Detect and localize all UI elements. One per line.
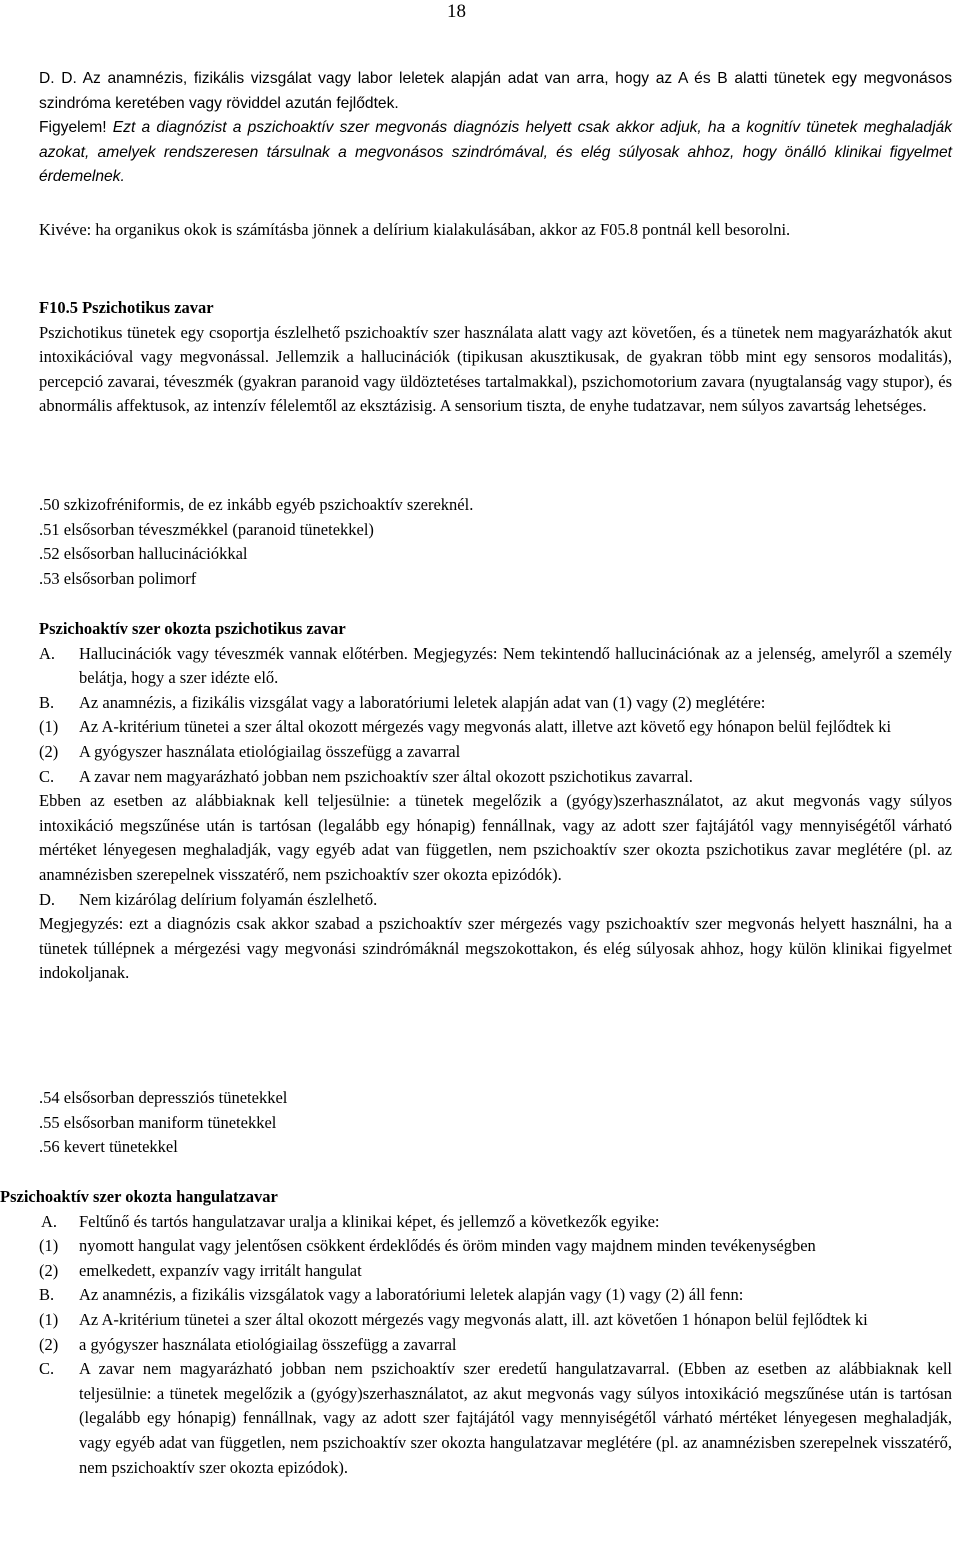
criterion-text: Hallucinációk vagy téveszmék vannak előtérben. Megjegyzés: Nem tekintendő hallucinációnak az a jelenség, amelyről a személy belátja, hogy a szer idézte elő. bbox=[79, 643, 952, 688]
criterion-text: A zavar nem magyarázható jobban nem pszichoaktív szer által okozott pszichotikus zavarral. bbox=[79, 766, 693, 786]
criterion-c bbox=[39, 1357, 952, 1480]
criterion-marker: (1) bbox=[39, 717, 59, 737]
criterion-marker: A. bbox=[39, 643, 56, 663]
page-number: 18 bbox=[447, 1, 466, 22]
criterion-marker: B. bbox=[39, 692, 55, 712]
top-section bbox=[39, 67, 952, 190]
criterion-text: a gyógyszer használata etiológiailag összefügg a zavarral bbox=[79, 1334, 457, 1354]
f105-body: Pszichotikus tünetek egy csoportja észlelhető pszichoaktív szer használata alatt vagy azt követően, és a tünetek nem magyarázhatók akut intoxikációval vagy megvonással. Jellemzik a hallucinációk (tipikusan akusztikusak, de gyakran több mint egy sensoros modalitás), percepció zavarai, téveszmék (gyakran paranoid vagy üldöztetéses tartalmakkal), pszichomotorium zavara (nyugtalanság vagy stupor), és abnormális affektusok, az intenzív félelemtől az eksztázisig. A sensorium tiszta, de enyhe tudatzavar, nem súlyos zavartság lehetséges. bbox=[39, 322, 952, 416]
criterion-text: A zavar nem magyarázható jobban nem pszichoaktív szer eredetű hangulatzavarral. (Ebben az esetben az alábbiaknak kell teljesülnie: a tünetek megelőzik a (gyógy)szerhasználatot, az akut megvonás vagy súlyos intoxikáció megszűnése után is tartósan (legalább egy hónapig) fennállnak, vagy az adott szer fajtájától vagy mennyiségétől várható mértéket lényegesen meghaladják, vagy egyéb adat van független, nem pszichoaktív szer okozta hangulatzavar meglétére (pl. az anamnézisben szerepelnek visszatérő, nem pszichoaktív szer okozta epizódok). bbox=[79, 1359, 952, 1477]
criterion-marker: (2) bbox=[39, 1260, 59, 1280]
criterion-a bbox=[39, 1210, 952, 1235]
criterion-b bbox=[39, 1283, 952, 1308]
criterion-marker: C. bbox=[39, 766, 55, 786]
mood-section bbox=[0, 1185, 952, 1480]
criterion-b bbox=[39, 691, 952, 716]
criterion-a1 bbox=[39, 1234, 952, 1259]
criterion-text: A gyógyszer használata etiológiailag összefügg a zavarral bbox=[79, 741, 461, 761]
criterion-d bbox=[39, 888, 952, 913]
criterion-text: Az anamnézis, a fizikális vizsgálatok vagy a laboratóriumi leletek alapján vagy (1) vagy (2) áll fenn: bbox=[79, 1285, 744, 1305]
criterion-c-explanation: Ebben az esetben az alábbiaknak kell teljesülnie: a tünetek megelőzik a (gyógy)szerhasználatot, az akut megvonás vagy súlyos intoxikáció megszűnése után is tartósan (legalább egy hónapig) fennállnak, vagy az adott szer fajtájától vagy mennyiségétől várható mértéket lényegesen meghaladják, vagy egyéb adat van független, nem pszichoaktív szer okozta pszichotikus zavar meglétére (pl. az anamnézisben szerepelnek visszatérő, nem pszichoaktív szer okozta epizódók). bbox=[39, 791, 952, 884]
criterion-marker: (2) bbox=[39, 1334, 59, 1354]
psychotic-code-list bbox=[39, 1086, 952, 1160]
code-item: .51 elsősorban téveszmékkel (paranoid tünetekkel) bbox=[39, 519, 374, 539]
criterion-text: Nem kizárólag delírium folyamán észlelhető. bbox=[79, 889, 378, 909]
d-criterion: D. D. Az anamnézis, fizikális vizsgálat vagy labor leletek alapján adat van arra, hogy az A és B alatti tünetek egy megvonásos szindróma keretében vagy röviddel azután fejlődtek. bbox=[39, 70, 952, 112]
criterion-marker: B. bbox=[39, 1285, 55, 1305]
code-item: .54 elsősorban depressziós tünetekkel bbox=[39, 1088, 288, 1107]
criterion-text: Az A-kritérium tünetei a szer által okozott mérgezés vagy megvonás alatt, illetve azt követő egy hónapon belül fejlődtek ki bbox=[79, 717, 892, 737]
f105-code-list bbox=[39, 493, 952, 591]
code-item: .55 elsősorban maniform tünetekkel bbox=[39, 1112, 277, 1132]
criterion-b1 bbox=[39, 1308, 952, 1333]
f105-section bbox=[39, 296, 952, 419]
criterion-b1 bbox=[39, 715, 952, 740]
criterion-text: emelkedett, expanzív vagy irritált hangulat bbox=[79, 1260, 362, 1280]
f105-heading: F10.5 Pszichotikus zavar bbox=[39, 298, 214, 317]
mood-heading: Pszichoaktív szer okozta hangulatzavar bbox=[0, 1187, 278, 1206]
psychotic-note: Megjegyzés: ezt a diagnózis csak akkor szabad a pszichoaktív szer mérgezés vagy pszichoaktív szer megvonás helyett használni, ha a tünetek túllépnek a mérgezési vagy megvonási szindrómáknál megszokottakon, és elég súlyosak ahhoz, hogy külön klinikai figyelmet indokoljanak. bbox=[39, 914, 952, 983]
criterion-marker: (1) bbox=[39, 1236, 59, 1256]
mood-criteria bbox=[0, 1210, 952, 1481]
kiveve-paragraph: Kivéve: ha organikus okok is számításba jönnek a delírium kialakulásában, akkor az F05.8 pontnál kell besorolni. bbox=[39, 220, 791, 239]
criterion-text: Feltűnő és tartós hangulatzavar uralja a klinikai képet, és jellemző a következők egyike: bbox=[79, 1211, 660, 1231]
criterion-marker: D. bbox=[39, 889, 56, 909]
psychotic-section bbox=[39, 617, 952, 986]
figyelem-label: Figyelem! bbox=[39, 119, 107, 137]
figyelem-text: Ezt a diagnózist a pszichoaktív szer megvonás diagnózis helyett csak akkor adjuk, ha a kognitív tünetek meghaladják azokat, amelyek rendszeresen társulnak a megvonásos szindrómával, és elég súlyosak ahhoz, hogy önálló klinikai figyelmet érdemelnek. bbox=[39, 119, 952, 186]
criterion-b2 bbox=[39, 1333, 952, 1358]
criterion-b2 bbox=[39, 740, 952, 765]
criterion-text: nyomott hangulat vagy jelentősen csökkent érdeklődés és öröm minden vagy majdnem minden tevékenységben bbox=[79, 1236, 816, 1256]
criterion-c bbox=[39, 765, 952, 790]
figyelem-note bbox=[39, 116, 952, 190]
criterion-marker: C. bbox=[39, 1359, 55, 1379]
criterion-a2 bbox=[39, 1259, 952, 1284]
criterion-text: Az A-kritérium tünetei a szer által okozott mérgezés vagy megvonás alatt, ill. azt követően 1 hónapon belül fejlődtek ki bbox=[79, 1309, 868, 1329]
psychotic-heading: Pszichoaktív szer okozta pszichotikus zavar bbox=[39, 619, 346, 638]
criterion-text: Az anamnézis, a fizikális vizsgálat vagy a laboratóriumi leletek alapján adat van (1) vagy (2) meglétére: bbox=[79, 692, 766, 712]
code-item: .53 elsősorban polimorf bbox=[39, 568, 197, 588]
criterion-marker: A. bbox=[41, 1211, 58, 1231]
criterion-a bbox=[39, 642, 952, 691]
code-item: .56 kevert tünetekkel bbox=[39, 1137, 178, 1157]
code-item: .52 elsősorban hallucinációkkal bbox=[39, 544, 248, 564]
criterion-marker: (2) bbox=[39, 741, 59, 761]
criterion-marker: (1) bbox=[39, 1309, 59, 1329]
code-item: .50 szkizofréniformis, de ez inkább egyéb pszichoaktív szereknél. bbox=[39, 495, 474, 514]
